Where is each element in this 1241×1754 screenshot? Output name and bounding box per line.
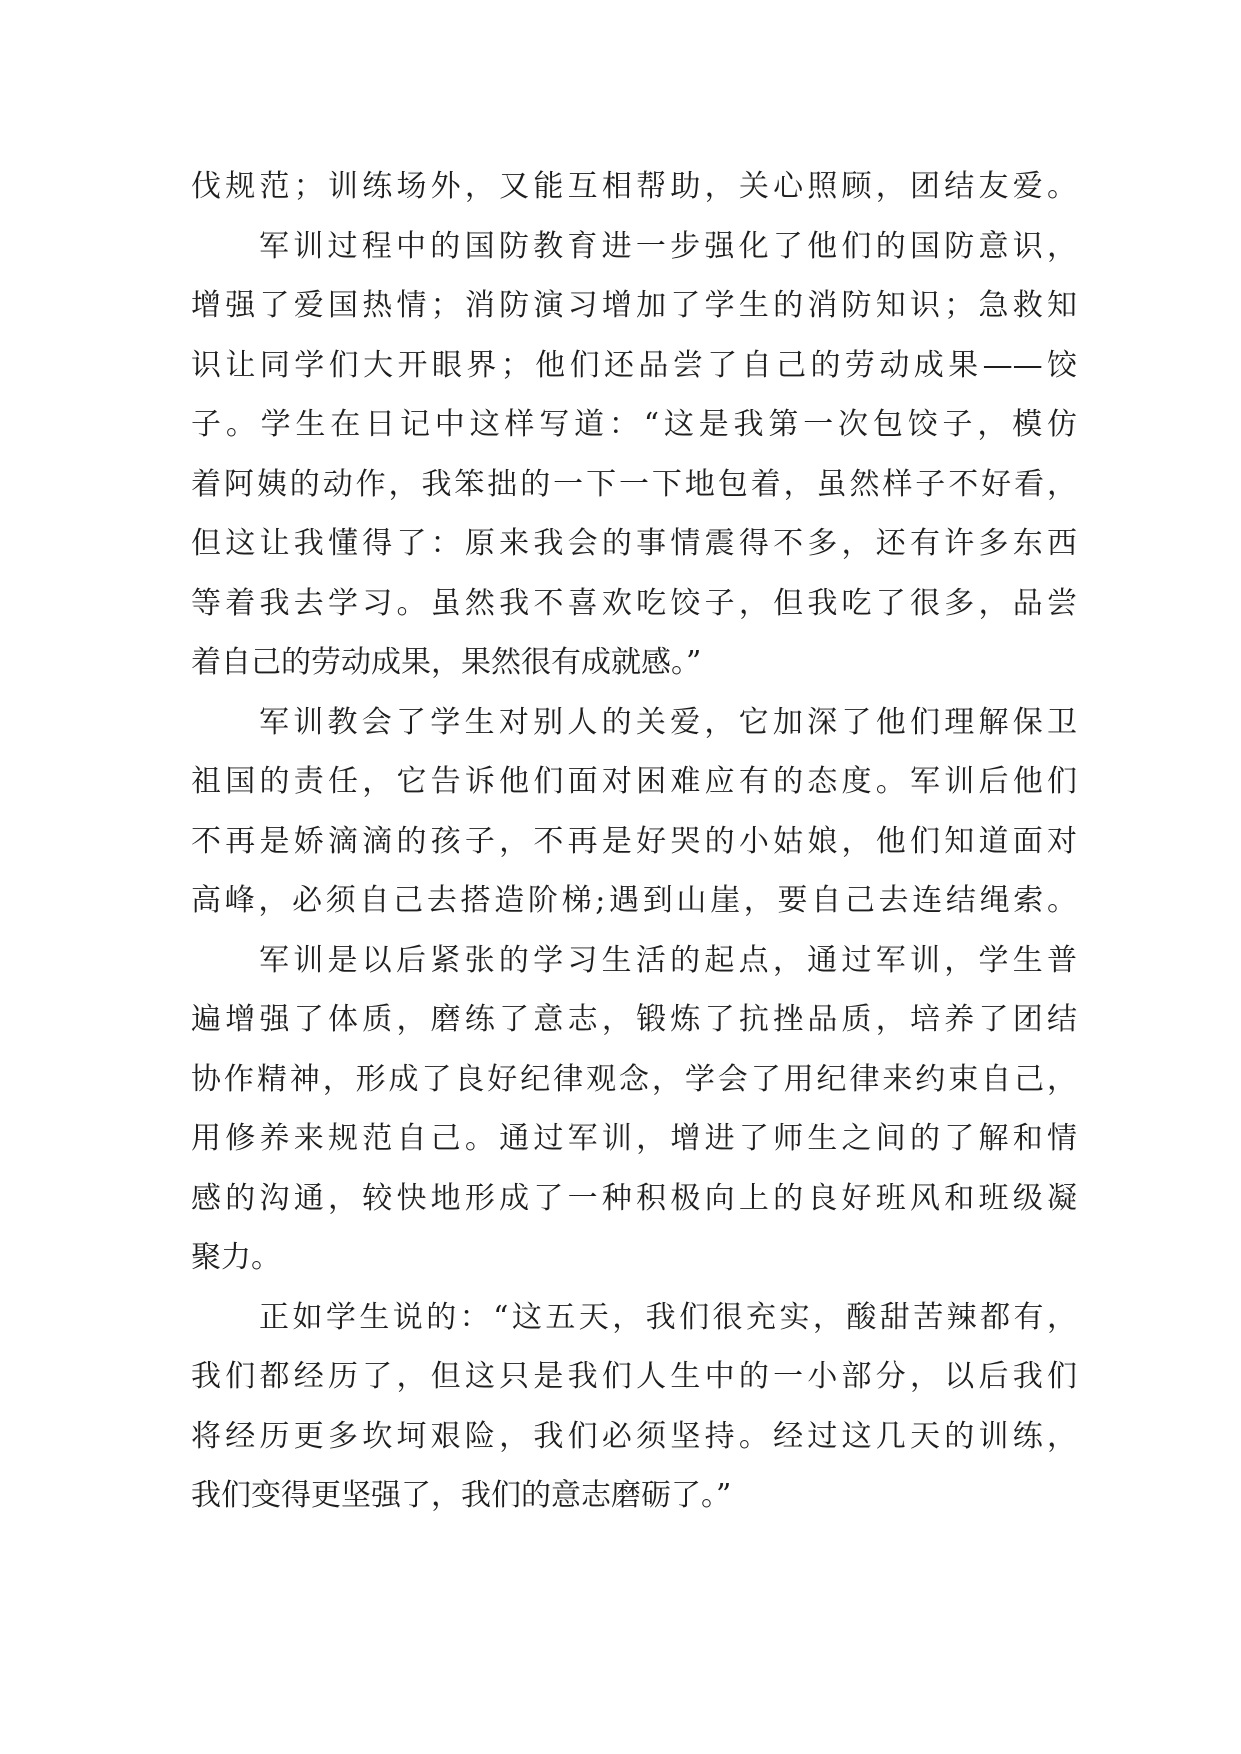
text-line: 协作精神，形成了良好纪律观念，学会了用纪律来约束自己，: [191, 1061, 1077, 1097]
text-line: 我们都经历了，但这只是我们人生中的一小部分，以后我们: [191, 1359, 1077, 1394]
text-line: 用修养来规范自己。通过军训，增进了师生之间的了解和情: [191, 1121, 1077, 1156]
text-line: 着自己的劳动成果，果然很有成就感。”: [191, 645, 702, 680]
text-line: 军训过程中的国防教育进一步强化了他们的国防意识，: [259, 228, 1077, 264]
text-line: 伐规范；训练场外，又能互相帮助，关心照顾，团结友爱。: [191, 169, 1077, 204]
text-line: 高峰，必须自己去搭造阶梯;遇到山崖，要自己去连结绳索。: [191, 883, 1077, 918]
text-line: 遍增强了体质，磨练了意志，锻炼了抗挫品质，培养了团结: [191, 1002, 1077, 1037]
text-line: 着阿姨的动作，我笨拙的一下一下地包着，虽然样子不好看，: [191, 466, 1077, 502]
text-line: 但这让我懂得了：原来我会的事情震得不多，还有许多东西: [191, 526, 1077, 561]
text-line: 军训教会了学生对别人的关爱，它加深了他们理解保卫: [259, 704, 1077, 740]
text-line: 感的沟通，较快地形成了一种积极向上的良好班风和班级凝: [191, 1180, 1077, 1216]
paragraph: [191, 931, 1077, 1288]
paragraph: [191, 1288, 1077, 1526]
paragraph: [191, 693, 1077, 931]
text-line: 子。学生在日记中这样写道：“这是我第一次包饺子，模仿: [191, 407, 1077, 442]
paragraph: [191, 217, 1077, 693]
text-line: 不再是娇滴滴的孩子，不再是好哭的小姑娘，他们知道面对: [191, 823, 1077, 859]
text-line: 聚力。: [191, 1240, 281, 1275]
text-line: 等着我去学习。虽然我不喜欢吃饺子，但我吃了很多，品尝: [191, 585, 1077, 621]
text-line: 正如学生说的：“这五天，我们很充实，酸甜苦辣都有，: [259, 1299, 1077, 1335]
paragraph: [191, 157, 1077, 217]
document-body: [191, 157, 1077, 1526]
text-line: 识让同学们大开眼界；他们还品尝了自己的劳动成果——饺: [191, 347, 1077, 383]
text-line: 将经历更多坎坷艰险，我们必须坚持。经过这几天的训练，: [191, 1418, 1077, 1454]
text-line: 军训是以后紧张的学习生活的起点，通过军训，学生普: [259, 942, 1077, 978]
text-line: 我们变得更坚强了，我们的意志磨砺了。”: [191, 1478, 732, 1513]
text-line: 祖国的责任，它告诉他们面对困难应有的态度。军训后他们: [191, 764, 1077, 799]
text-line: 增强了爱国热情；消防演习增加了学生的消防知识；急救知: [191, 288, 1077, 323]
